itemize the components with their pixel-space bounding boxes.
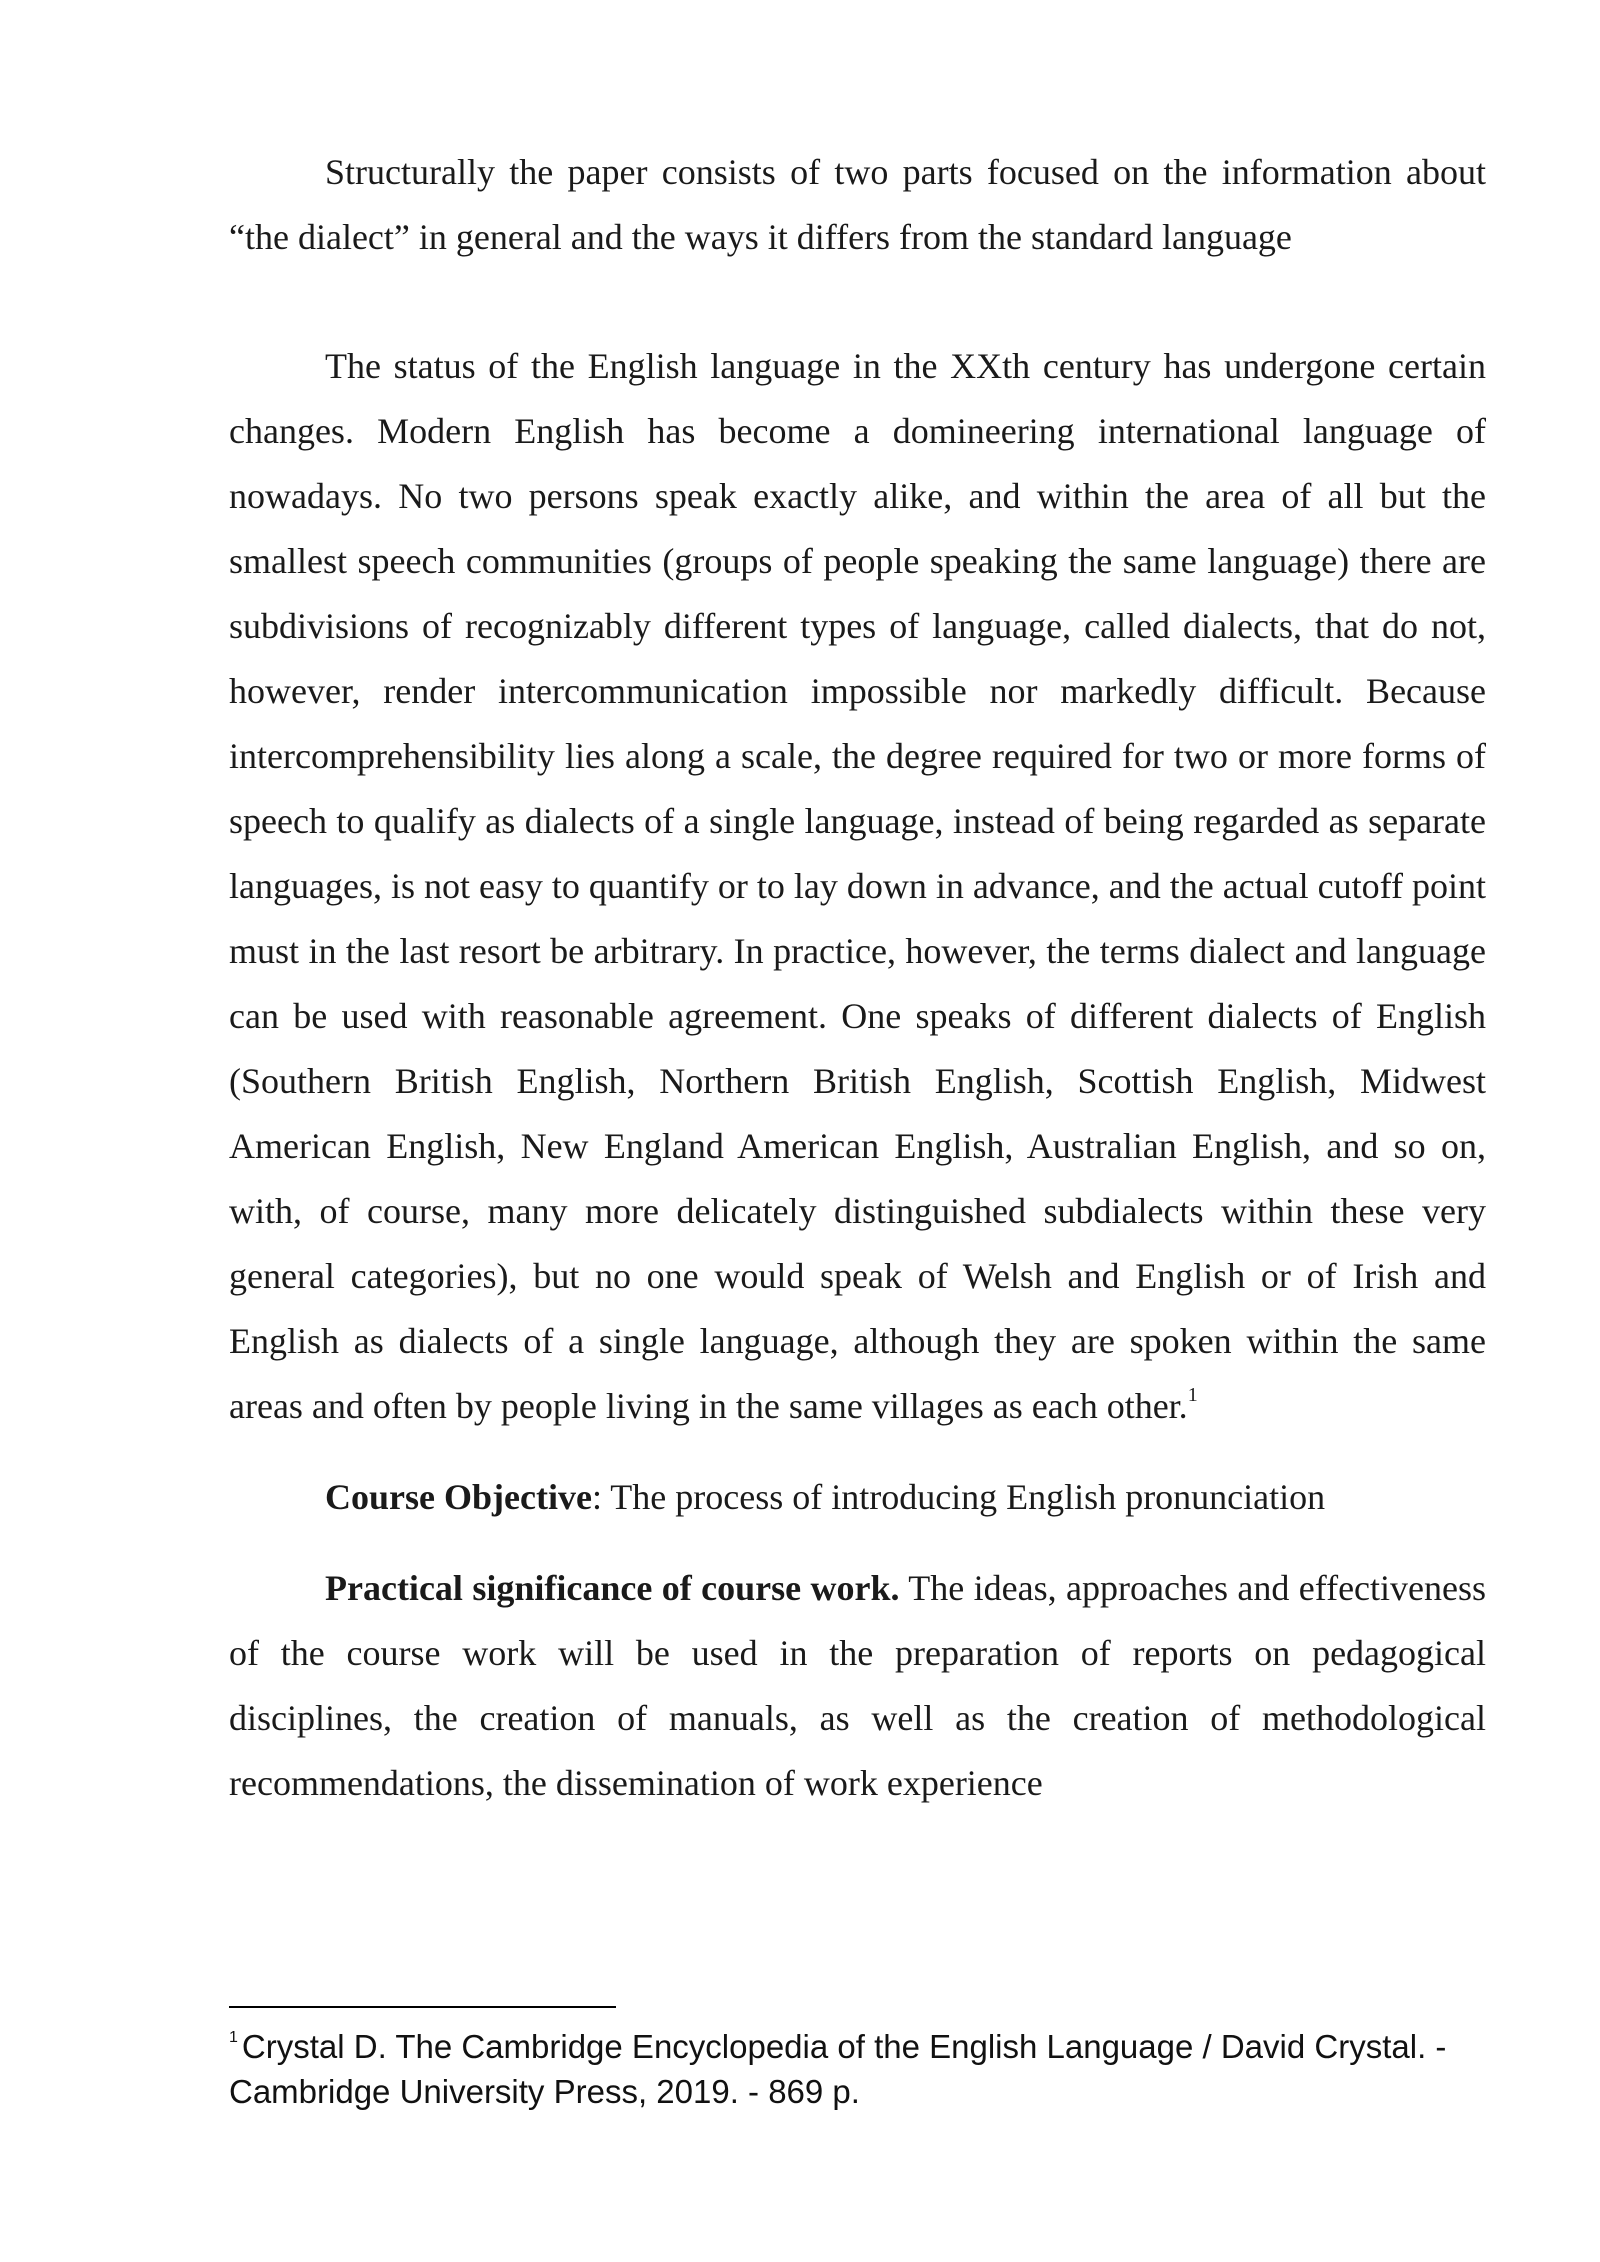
paragraph-spacer — [229, 270, 1486, 334]
footnote-number: 1 — [229, 2029, 238, 2046]
paragraph-spacer — [229, 1439, 1486, 1465]
paragraph-spacer — [229, 1530, 1486, 1556]
footnote-separator — [229, 2006, 616, 2008]
footnote — [229, 2024, 1489, 2114]
paragraph-structure-text: Structurally the paper consists of two parts focused on the information about “the dialect” in general and the ways it differs from the standard language — [229, 152, 1486, 257]
footnote-text: Crystal D. The Cambridge Encyclopedia of the English Language / David Crystal. - Cambridge University Press, 2019. - 869 p. — [229, 2028, 1447, 2110]
significance-label: Practical significance of course work. — [325, 1568, 900, 1608]
paragraph-structure — [229, 140, 1486, 270]
paragraph-significance — [229, 1556, 1486, 1816]
paragraph-status-text: The status of the English language in the XXth century has undergone certain changes. Modern English has become a domineering international language of nowadays. No two persons speak exactly alike, and within the area of all but the smallest speech communities (groups of people speaking the same language) there are subdivisions of recognizably different types of language, called dialects, that do not, however, render intercommunication impossible nor markedly difficult. Because intercomprehensibility lies along a scale, the degree required for two or more forms of speech to qualify as dialects of a single language, instead of being regarded as separate languages, is not easy to quantify or to lay down in advance, and the actual cutoff point must in the last resort be arbitrary. In practice, however, the terms dialect and language can be used with reasonable agreement. One speaks of different dialects of English (Southern British English, Northern British English, Scottish English, Midwest American English, New England American English, Australian English, and so on, with, of course, many more delicately distinguished subdialects within these very general categories), but no one would speak of Welsh and English or of Irish and English as dialects of a single language, although they are spoken within the same areas and often by people living in the same villages as each other. — [229, 346, 1486, 1426]
paragraph-objective — [229, 1465, 1486, 1530]
page-body — [229, 140, 1486, 1816]
paragraph-status — [229, 334, 1486, 1439]
significance-text: The ideas, approaches and effectiveness of the course work will be used in the preparation of reports on pedagogical disciplines, the creation of manuals, as well as the creation of methodological recommendations, the dissemination of work experience — [229, 1568, 1487, 1803]
objective-label: Course Objective — [325, 1477, 592, 1517]
objective-text: : The process of introducing English pronunciation — [591, 1477, 1326, 1517]
footnote-reference[interactable]: 1 — [1187, 1384, 1198, 1406]
